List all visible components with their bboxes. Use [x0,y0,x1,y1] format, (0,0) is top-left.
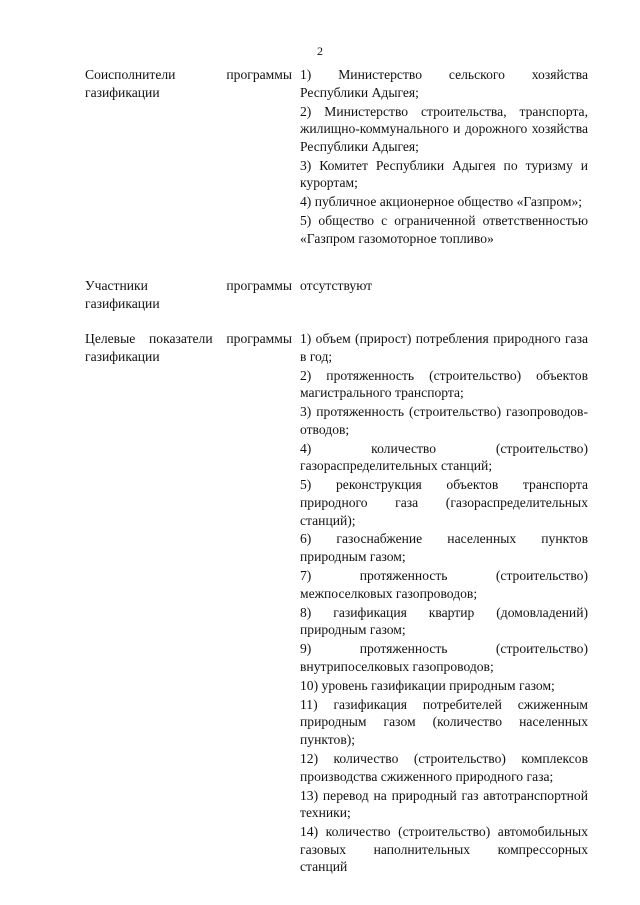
list-item: 6) газоснабжение населенных пунктов природным газом; [300,531,588,565]
list-item: 13) перевод на природный газ автотранспортной техники; [300,787,588,821]
list-item: отсутствуют [300,278,373,293]
list-item: 11) газификация потребителей сжиженным природным газом (количество населенных пунктов); [300,696,588,747]
list-item: 2) протяженность (строительство) объектов магистрального транспорта; [300,367,588,401]
list-item: 14) количество (строительство) автомобильных газовых наполнительных компрессорных станций [300,824,588,875]
list-item: 5) общество с ограниченной ответственностью «Газпром газомоторное топливо» [300,213,588,246]
list-item: 12) количество (строительство) комплексов производства сжиженного природного газа; [300,750,588,784]
list-item: 1) объем (прирост) потребления природного газа в год; [300,331,588,364]
list-item: 3) протяженность (строительство) газопроводов-отводов; [300,404,588,437]
list-item: 3) Комитет Республики Адыгея по туризму и курортам; [300,157,588,191]
list-item: 2) Министерство строительства, транспорта, жилищно-коммунального и дорожного хозяйства Республики Адыгея; [300,103,588,154]
list-item: 4) публичное акционерное общество «Газпром»; [300,194,583,210]
list-item: 8) газификация квартир (домовладений) природным газом; [300,604,588,638]
list-item: 9) протяженность (строительство) внутрипоселковых газопроводов; [300,641,588,674]
participants-list [300,277,588,296]
co-executors-list [300,66,588,249]
list-item: 7) протяженность (строительство) межпоселковых газопроводов; [300,568,588,601]
row-label-participants: Участники программы газификации [85,278,292,311]
row-label-co-executors: Соисполнители программы газификации [85,67,292,100]
row-label-target-indicators: Целевые показатели программы газификации [85,331,292,364]
list-item: 1) Министерство сельского хозяйства Республики Адыгея; [300,67,588,100]
page-number: 2 [317,44,323,58]
target-indicators-list [300,330,588,877]
list-item: 10) уровень газификации природным газом; [300,677,555,693]
list-item: 5) реконструкция объектов транспорта природного газа (газораспределительных станций); [300,477,588,528]
list-item: 4) количество (строительство) газораспределительных станций; [300,440,588,474]
